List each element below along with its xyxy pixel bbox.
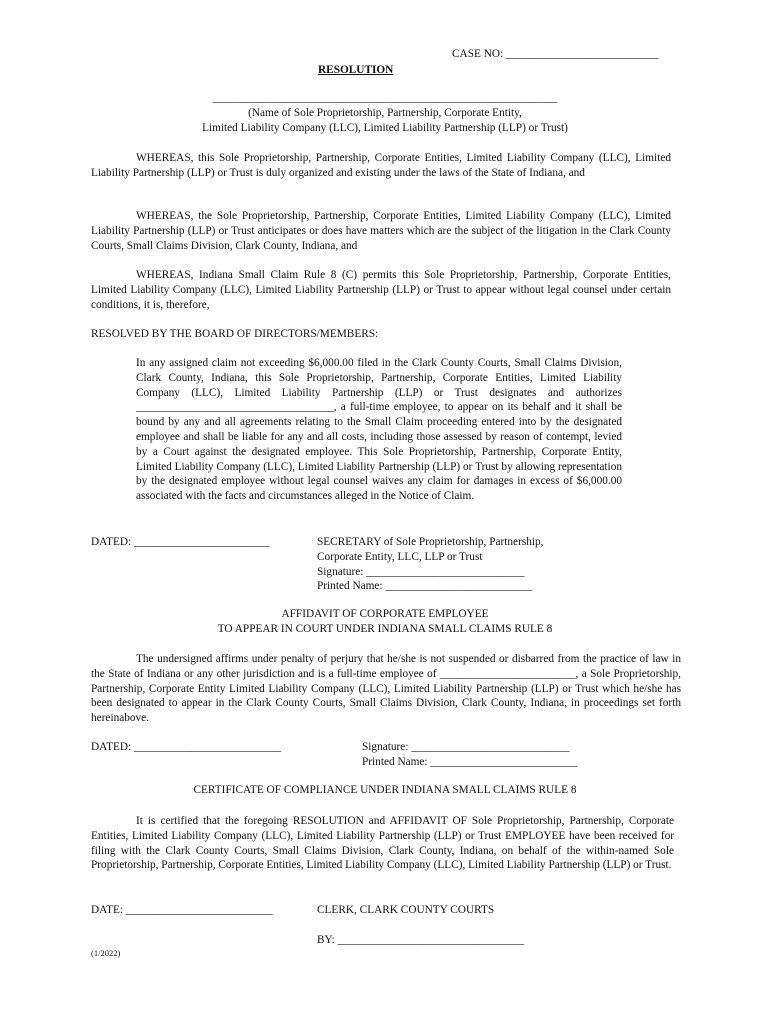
whereas-clause-3: WHEREAS, Indiana Small Claim Rule 8 (C) permits this Sole Proprietorship, Partnership, Corporate Entities, Limited Liability Company (LLC), Limited Liability Partnership (LLP) or Trust to appear without legal counsel under certain conditions, it is, therefore, bbox=[91, 269, 671, 311]
certificate-body: It is certified that the foregoing RESOLUTION and AFFIDAVIT OF Sole Proprietorship, Partnership, Corporate Entities, Limited Liability Company (LLC), Limited Liability Partnership (LLP) or Trust EMPLOYEE have been received for filing with the Clark County Courts, Small Claims Division, Clark County, Indiana, on behalf of the within-named Sole Proprietorship, Partnership, Corporate Entities, Limited Liability Company (LLC), Limited Liability Partnership (LLP) or Trust. bbox=[91, 815, 674, 872]
case-number: CASE NO: ___________________________ bbox=[452, 48, 659, 60]
resolved-heading: RESOLVED BY THE BOARD OF DIRECTORS/MEMBERS: bbox=[91, 328, 379, 340]
form-revision-date: (1/2022) bbox=[91, 948, 121, 958]
whereas-clause-1: WHEREAS, this Sole Proprietorship, Partnership, Corporate Entities, Limited Liability Company (LLC), Limited Liability Partnership (LLP) or Trust is duly organized and existing under the laws of the State of Indiana, and bbox=[91, 152, 671, 179]
clerk-by-line: BY: _________________________________ bbox=[317, 934, 525, 946]
affidavit-body: The undersigned affirms under penalty of perjury that he/she is not suspended or disbarred from the practice of law in the State of Indiana or any other jurisdiction and is a full-time employee of ________________________, a Sole Proprietorship, Partnership, Corporate Entity Limited Liability Company (LLC), Limited Liability Partnership (LLP) or Trust which he/she has been designated to appear in the Clark County Courts, Small Claims Division, Clark County, Indiana, in proceedings set forth hereinabove. bbox=[91, 653, 681, 725]
affidavit-heading-line1: AFFIDAVIT OF CORPORATE EMPLOYEE bbox=[281, 608, 489, 620]
clerk-title: CLERK, CLARK COUNTY COURTS bbox=[317, 904, 495, 916]
affidavit-signature-block bbox=[362, 740, 662, 770]
affidavit-heading-line2: TO APPEAR IN COURT UNDER INDIANA SMALL CLAIMS RULE 8 bbox=[217, 622, 553, 635]
secretary-signature-line: Signature: ____________________________ bbox=[317, 565, 525, 578]
secretary-title-line2: Corporate Entity, LLC, LLP or Trust bbox=[317, 550, 483, 563]
entity-name-caption-line1: (Name of Sole Proprietorship, Partnership, Corporate Entity, bbox=[248, 106, 522, 119]
entity-name-block bbox=[100, 91, 670, 135]
whereas-clause-2: WHEREAS, the Sole Proprietorship, Partnership, Corporate Entities, Limited Liability Company (LLC), Limited Liability Partnership (LLP) or Trust anticipates or does have matters which are the subject of the litigation in the Clark County Courts, Small Claims Division, Clark County, Indiana, and bbox=[91, 210, 671, 252]
entity-name-blank: _____________________________________________________________ bbox=[212, 92, 558, 104]
certificate-heading: CERTIFICATE OF COMPLIANCE UNDER INDIANA SMALL CLAIMS RULE 8 bbox=[193, 784, 577, 796]
resolution-title: RESOLUTION bbox=[318, 64, 394, 76]
entity-name-caption-line2: Limited Liability Company (LLC), Limited Liability Partnership (LLP) or Trust) bbox=[202, 121, 568, 134]
affidavit-dated-line: DATED: __________________________ bbox=[91, 741, 281, 753]
affidavit-heading bbox=[100, 607, 670, 637]
affidavit-signature-line: Signature: ____________________________ bbox=[362, 741, 570, 753]
resolution-dated-line: DATED: ________________________ bbox=[91, 536, 270, 548]
resolved-body: In any assigned claim not exceeding $6,000.00 filed in the Clark County Courts, Small Claims Division, Clark County, Indiana, this Sole Proprietorship, Partnership, Corporate Entities, Limited Liability Company (LLC), Limited Liability Partnership (LLP) or Trust designates and authorizes ___________________________________, a full-time employee, to appear on its behalf and it shall be bound by any and all agreements relating to the Small Claim proceeding entered into by the designated employee and shall be liable for any and all costs, including those assessed by reason of contempt, levied by a Court against the designated employee. This Sole Proprietorship, Partnership, Corporate Entity, Limited Liability Company (LLC), Limited Liability Partnership (LLP) or Trust by allowing representation by the designated employee without legal counsel waives any claim for damages in excess of $6,000.00 associated with the facts and circumstances alleged in the Notice of Claim. bbox=[136, 357, 622, 503]
secretary-printed-name-line: Printed Name: __________________________ bbox=[317, 580, 533, 593]
secretary-title-line1: SECRETARY of Sole Proprietorship, Partnership, bbox=[317, 536, 544, 548]
secretary-signature-block bbox=[317, 535, 617, 594]
affidavit-printed-name-line: Printed Name: __________________________ bbox=[362, 755, 578, 768]
certificate-date-line: DATE: __________________________ bbox=[91, 904, 273, 916]
